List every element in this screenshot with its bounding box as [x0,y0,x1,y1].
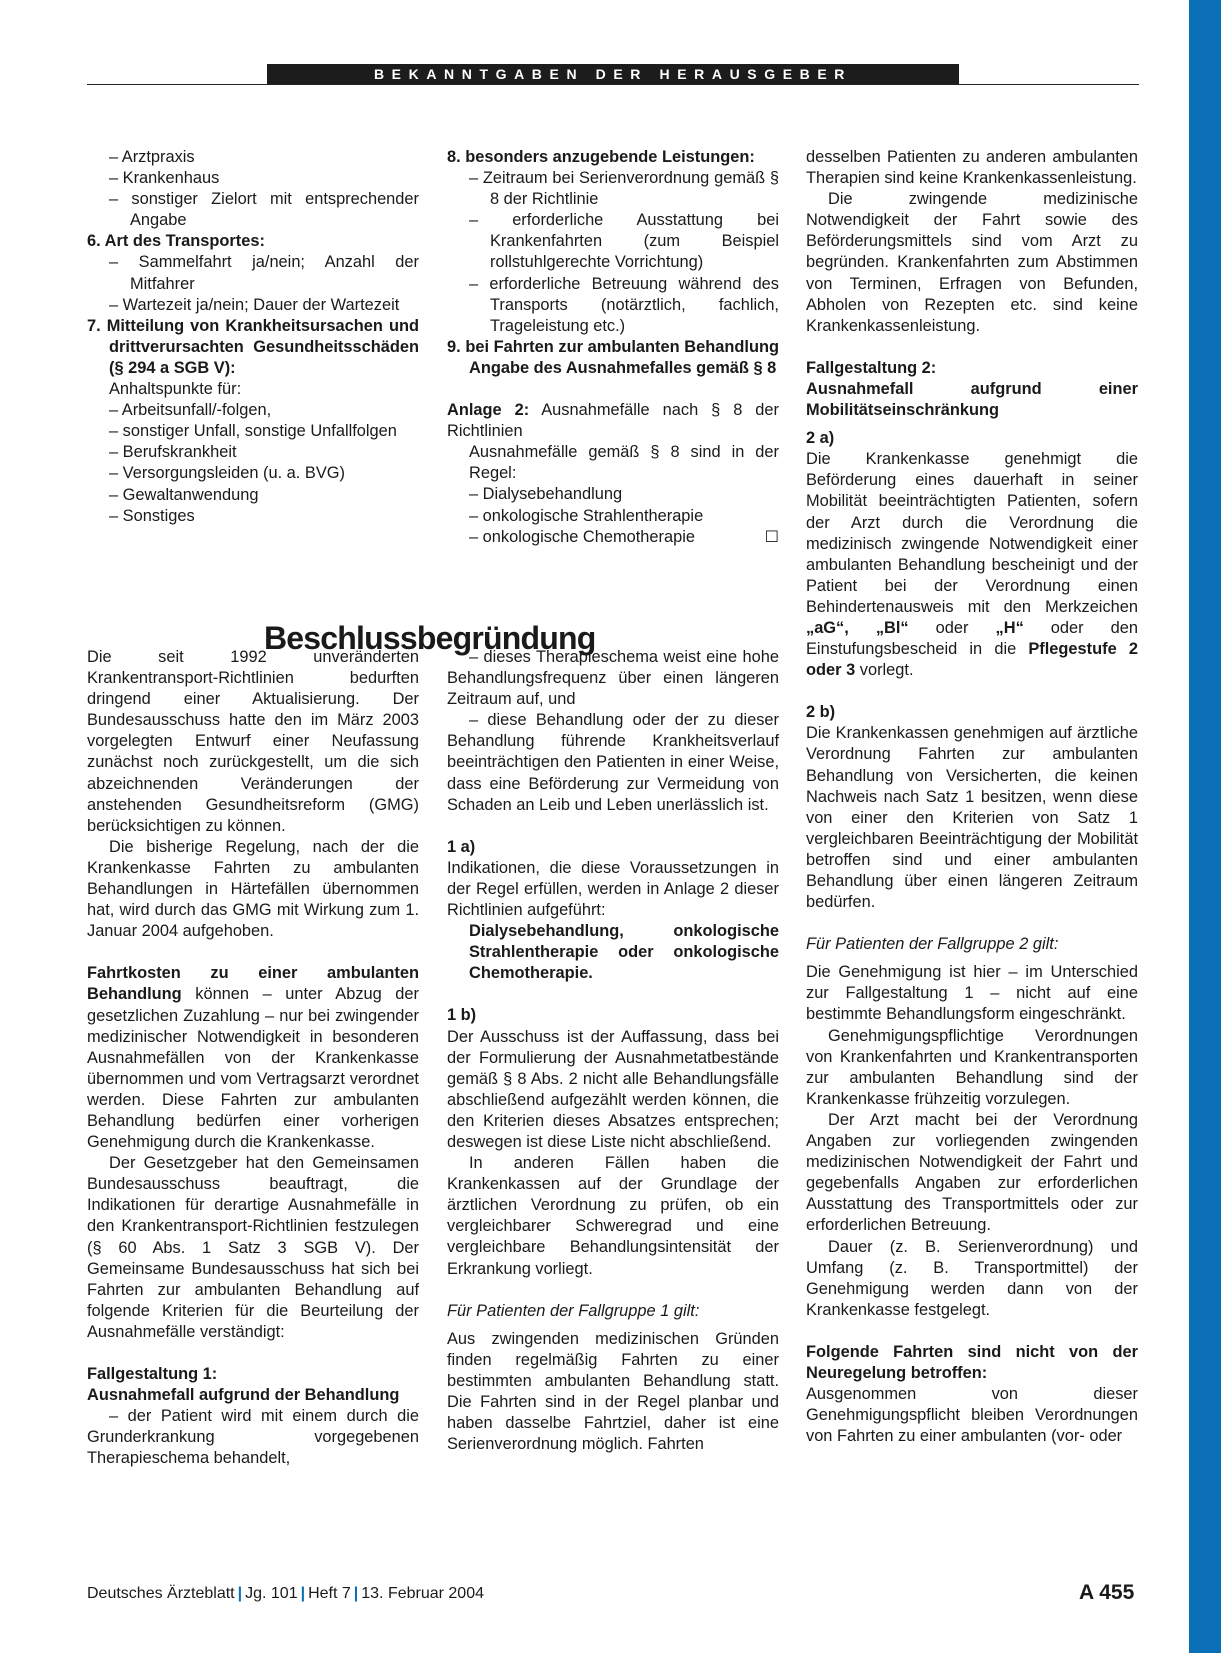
list-heading: 6. Art des Transportes: [87,232,265,251]
paragraph: Genehmigungspflichtige Verordnungen von Krankenfahrten und Krankentransporten zur ambulanten Behandlung sind der Krankenkasse frühzeitig vorzulegen. [806,1026,1138,1108]
merkzeichen: „aG“, „Bl“ [806,618,909,637]
paragraph: Der Gesetzgeber hat den Gemeinsamen Bundesausschuss beauftragt, die Indikationen für derartige Ausnahmefälle in den Krankentransport-Richtlinien festzulegen (§ 60 Abs. 1 Satz 3 SGB V). Der Gemeinsame Bundesausschuss hat sich bei Fahrten zur ambulanten Behandlung auf folgende Kriterien für die Beurteilung der Ausnahmefälle verständigt: [87,1154,419,1341]
list-item: – Arztpraxis [109,148,195,166]
paragraph-text: können – unter Abzug der gesetzlichen Zuzahlung – nur bei zwingender medizinischer Notwendigkeit in besonderen Ausnahmefällen von der Krankenkasse übernommen und vom Vertragsarzt verordnet werden. Diese Fahrten zur ambulanten Behandlung bedürfen einer vorherigen Genehmigung durch die Krankenkasse. [87,985,419,1152]
top-column-2 [447,147,779,548]
list-item: – Krankenhaus [109,169,220,188]
list-item: – Gewaltanwendung [109,485,259,504]
list-item: – Versorgungsleiden (u. a. BVG) [109,464,345,483]
list-heading: 9. bei Fahrten zur ambulanten Behandlung Angabe des Ausnahmefalles gemäß § 8 [447,337,779,377]
paragraph-text: oder [908,618,996,637]
header-rule [87,84,1139,85]
subheading: Fallgestaltung 1: [87,1365,218,1383]
list-item: – sonstiger Unfall, sonstige Unfallfolgen [109,422,397,441]
list-item: – erforderliche Betreuung während des Transports (notärztlich, fachlich, Trageleistung etc.) [469,274,779,335]
paragraph: – dieses Therapieschema weist eine hohe Behandlungsfrequenz über einen längeren Zeitraum auf, und [447,648,779,709]
list-item: – Berufskrankheit [109,443,237,462]
paragraph: – diese Behandlung oder der zu dieser Behandlung führende Krankheitsverlauf beeinträchtigen den Patienten in einer Weise, dass eine Beförderung zur Vermeidung von Schaden an Leib und Leben unerlässlich ist. [447,711,779,814]
subheading: Ausnahmefall aufgrund der Behandlung [87,1386,400,1405]
list-heading: 8. besonders anzugebende Leistungen: [447,148,755,166]
paragraph: Der Ausschuss ist der Auffassung, dass bei der Formulierung der Ausnahmetatbestände gemäß § 8 Abs. 2 nicht alle Behandlungsfälle abschließend aufgezählt werden können, die den Kriterien dieses Absatzes entsprechen; deswegen ist diese Liste nicht abschließend. [447,1027,779,1151]
list-item: – Zeitraum bei Serienverordnung gemäß § 8 der Richtlinie [469,169,779,209]
anlage-paragraph [447,400,779,442]
list-item: Ausnahmefälle gemäß § 8 sind in der Regel: [469,443,779,483]
paragraph-text: oder den Einstufungsbescheid in die [806,618,1138,659]
footer-separator: | [237,1585,243,1602]
list-item: – Dialysebehandlung [469,485,623,504]
subheading: Folgende Fahrten sind nicht von der Neuregelung betroffen: [806,1342,1138,1382]
merkzeichen: „H“ [995,618,1024,637]
paragraph-text: vorlegt. [855,661,914,680]
footer-separator: | [353,1585,359,1602]
list-item: – sonstiger Zielort mit entsprechender Angabe [109,190,419,230]
top-column-1 [87,147,419,527]
paragraph: Ausgenommen von dieser Genehmigungspflicht bleiben Verordnungen von Fahrten zu einer ambulanten (vor- oder [806,1385,1138,1446]
paragraph: desselben Patienten zu anderen ambulanten Therapien sind keine Krankenkassenleistung. [806,148,1138,188]
paragraph: Indikationen, die diese Voraussetzungen in der Regel erfüllen, werden in Anlage 2 dieser Richtlinien aufgeführt: [447,858,779,920]
paragraph [806,449,1138,681]
paragraph-text: Die Krankenkasse genehmigt die Beförderung eines dauerhaft in seiner Mobilität beeinträchtigten Patienten, sofern der Arzt durch die Verordnung die medizinisch zwingende Notwendigkeit einer ambulanten Behandlung bescheinigt und der Patient bei der Verordnung einen Behindertenausweis mit den Merkzeichen [806,450,1138,616]
list-item: – Sammelfahrt ja/nein; Anzahl der Mitfahrer [109,253,419,293]
list-heading: 7. Mitteilung von Krankheitsursachen und drittverursachten Gesundheitsschäden (§ 294 a SGB V): [87,316,419,377]
paragraph: Die Genehmigung ist hier – im Unterschied zur Fallgestaltung 1 – nicht auf eine bestimmte Behandlungsform eingeschränkt. [806,963,1138,1024]
paragraph: Die bisherige Regelung, nach der die Krankenkasse Fahrten zu ambulanten Behandlungen in Härtefällen übernommen hat, wird durch das GMG mit Wirkung zum 1. Januar 2004 aufgehoben. [87,837,419,941]
end-mark-icon: ☐ [764,528,779,546]
paragraph: Die Krankenkassen genehmigen auf ärztliche Verordnung Fahrten zur ambulanten Behandlung von Versicherten, die keinen Nachweis nach Satz 1 besitzen, wenn diese von einer den Kriterien von Satz 1 vergleichbaren Beeinträchtigung der Mobilität betroffen sind und einer ambulanten Behandlung über einen längeren Zeitraum bedürfen. [806,724,1138,912]
anlage-text: Ausnahmefälle nach § 8 der Richtlinien [447,401,779,441]
list-item-text: – onkologische Chemotherapie [469,527,695,546]
journal-issue: Heft 7 [308,1585,351,1602]
subheading: 2 a) [806,429,835,448]
paragraph: In anderen Fällen haben die Krankenkassen auf der Grundlage der ärztlichen Verordnung zu prüfen, ob ein vergleichbarer Schweregrad und eine vergleichbare Behandlungsintensität der Erkrankung vorliegt. [447,1154,779,1278]
subheading: 1 a) [447,837,476,856]
section-header: BEKANNTGABEN DER HERAUSGEBER [267,64,959,84]
article-title: Beschlussbegründung [264,620,596,656]
list-item: – Wartezeit ja/nein; Dauer der Wartezeit [109,295,400,314]
paragraph-lead: Fahrtkosten zu einer ambulanten Behandlung [87,964,419,1004]
pflegestufe: Pflegestufe 2 oder 3 [806,640,1138,680]
paragraph: Dialysebehandlung, onkologische Strahlentherapie oder onkologische Chemotherapie. [469,922,779,983]
paragraph: Der Arzt macht bei der Verordnung Angaben zur vorliegenden zwingenden medizinischen Notwendigkeit der Fahrt und gegebenfalls Angaben zur erforderlichen Ausstattung des Transportmittels oder zur erforderlichen Betreuung. [806,1110,1138,1235]
paragraph: Dauer (z. B. Serienverordnung) und Umfang (z. B. Transportmittel) der Genehmigung werden dann von der Krankenkasse festgelegt. [806,1237,1138,1319]
italic-subheading: Für Patienten der Fallgruppe 1 gilt: [447,1301,700,1320]
list-item: – Arbeitsunfall/-folgen, [109,401,272,420]
subheading: 2 b) [806,703,836,722]
body-column-2 [447,647,779,1455]
list-item: – erforderliche Ausstattung bei Krankenfahrten (zum Beispiel rollstuhlgerechte Vorrichtung) [469,211,779,272]
journal-volume: Jg. 101 [245,1585,298,1602]
list-item: – onkologische Strahlentherapie [469,506,704,525]
body-column-1 [87,647,419,1469]
subheading: 1 b) [447,1006,477,1025]
anlage-label: Anlage 2: [447,401,530,420]
paragraph: Die seit 1992 unveränderten Krankentransport-Richtlinien bedurften dringend einer Aktualisierung. Der Bundesausschuss hatte den im März 2003 vorgelegten Entwurf einer Neufassung zunächst noch zurückgestellt, um die sich abzeichnenden Veränderungen der anstehenden Gesundheitsreform (GMG) berücksichtigen zu können. [87,648,419,835]
side-color-bar [1189,0,1221,1653]
page-number: A 455 [1079,1581,1135,1604]
italic-subheading: Für Patienten der Fallgruppe 2 gilt: [806,935,1059,954]
body-column-3 [806,147,1138,1447]
paragraph [87,963,419,1153]
subheading: Ausnahmefall aufgrund einer Mobilitätseinschränkung [806,379,1138,420]
page-footer [87,1584,484,1604]
journal-name: Deutsches Ärzteblatt [87,1585,235,1602]
paragraph: – der Patient wird mit einem durch die Grunderkrankung vorgegebenen Therapieschema behandelt, [87,1407,419,1468]
paragraph: Die zwingende medizinische Notwendigkeit der Fahrt sowie des Beförderungsmittels sind vom Arzt zu begründen. Krankenfahrten zum Abstimmen von Terminen, Erfragen von Befunden, Abholen von Rezepten etc. sind keine Krankenkassenleistung. [806,190,1138,335]
subheading: Fallgestaltung 2: [806,358,937,377]
paragraph: Aus zwingenden medizinischen Gründen finden regelmäßig Fahrten zu einer bestimmten ambulanten Behandlung statt. Die Fahrten sind in der Regel planbar und haben dasselbe Fahrtziel, daher ist eine Serienverordnung möglich. Fahrten [447,1329,779,1454]
list-item [447,527,779,548]
list-item: – Sonstiges [109,506,195,525]
list-item: Anhaltspunkte für: [109,380,242,399]
journal-date: 13. Februar 2004 [361,1585,484,1602]
footer-separator: | [300,1585,306,1602]
